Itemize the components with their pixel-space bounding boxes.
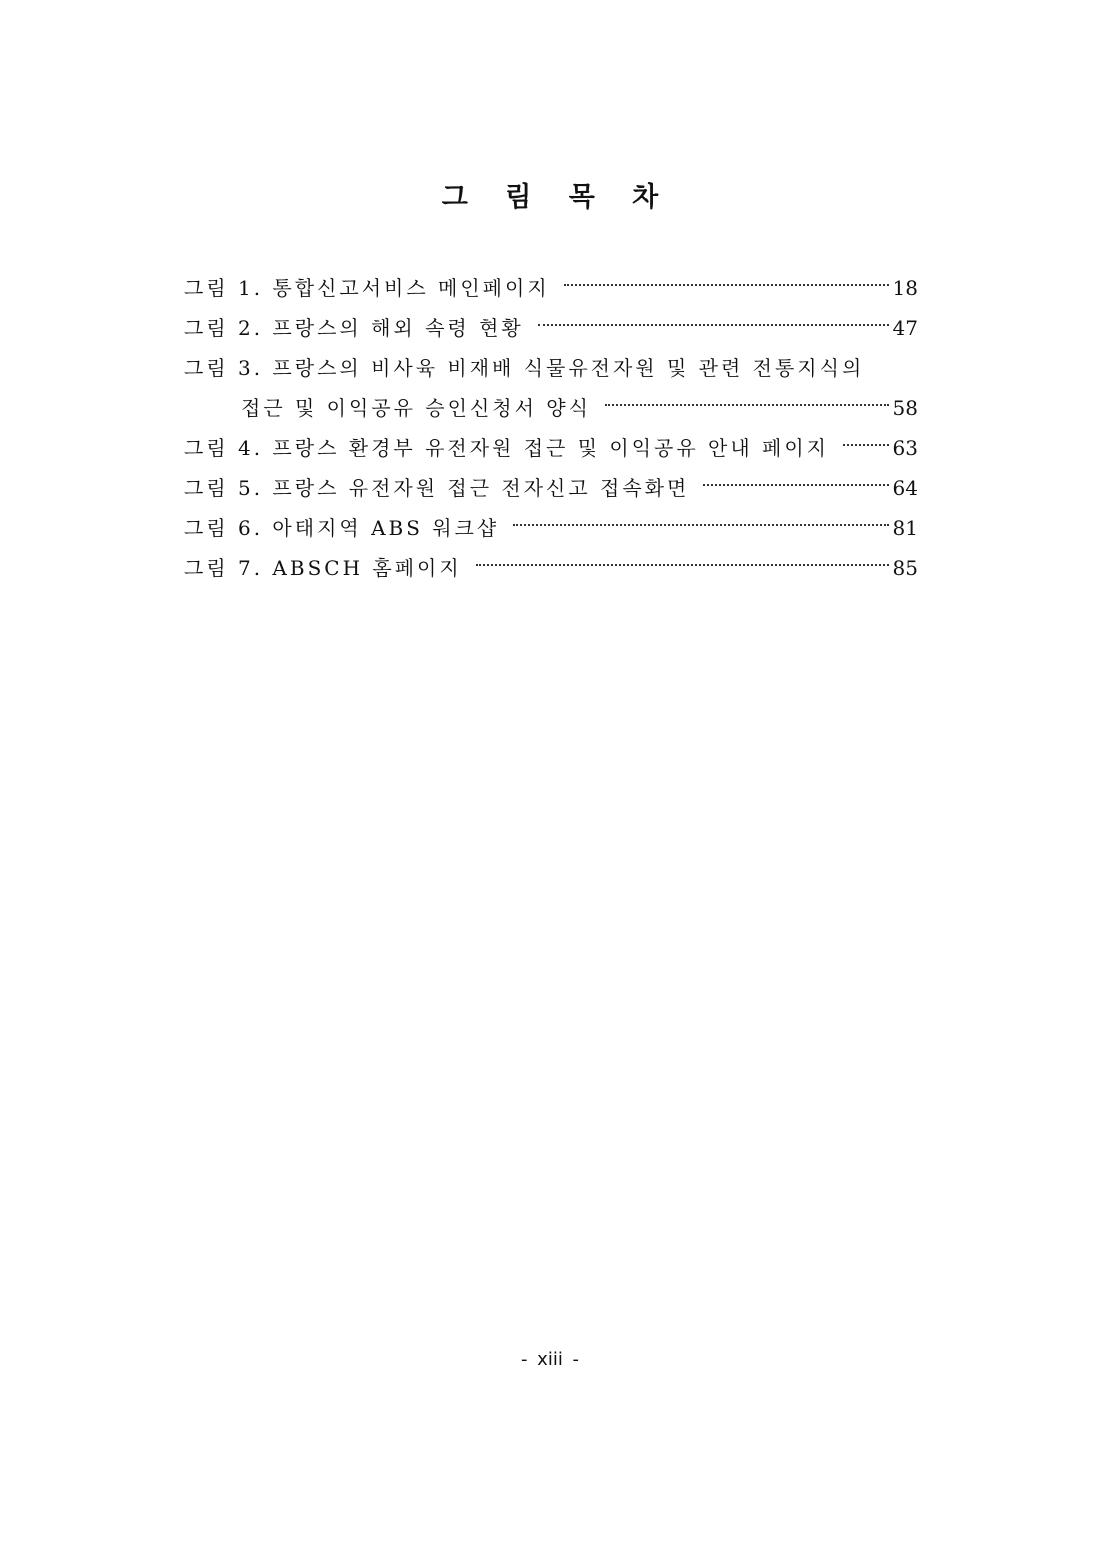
toc-entry-page: 18 — [892, 276, 918, 300]
toc-entry-page: 63 — [892, 436, 918, 460]
toc-entry-page: 81 — [892, 516, 918, 540]
toc-entry-page: 58 — [892, 396, 918, 420]
toc-entry-page: 85 — [892, 556, 918, 580]
toc-entry[interactable] — [184, 348, 918, 388]
dot-leader — [605, 404, 889, 406]
dot-leader — [538, 324, 889, 326]
toc-entry-label: 그림 4. 프랑스 환경부 유전자원 접근 및 이익공유 안내 페이지 — [184, 436, 829, 460]
page-title: 그 림 목 차 — [441, 182, 673, 213]
toc-entry[interactable] — [184, 268, 918, 308]
toc-entry-label: 그림 5. 프랑스 유전자원 접근 전자신고 접속화면 — [184, 476, 690, 500]
toc-entry[interactable] — [184, 308, 918, 348]
toc-entry-label-line1: 그림 3. 프랑스의 비사육 비재배 식물유전자원 및 관련 전통지식의 — [184, 356, 865, 380]
toc-entry-page: 64 — [892, 476, 918, 500]
dot-leader — [513, 524, 888, 526]
page-number: - xiii - — [520, 1349, 580, 1370]
toc-entry-label-line2: 접근 및 이익공유 승인신청서 양식 — [241, 396, 591, 420]
dot-leader — [843, 444, 889, 446]
toc-entry-page: 47 — [892, 316, 918, 340]
toc-entry-label: 그림 7. ABSCH 홈페이지 — [184, 556, 462, 580]
toc-entry[interactable] — [184, 468, 918, 508]
toc-entry-label: 그림 1. 통합신고서비스 메인페이지 — [184, 276, 550, 300]
dot-leader — [703, 484, 888, 486]
toc-entry[interactable] — [184, 508, 918, 548]
toc-entry[interactable] — [184, 428, 918, 468]
toc-entry-label: 그림 2. 프랑스의 해외 속령 현황 — [184, 316, 524, 340]
dot-leader — [564, 284, 889, 286]
toc-entry-label: 그림 6. 아태지역 ABS 워크샵 — [184, 516, 500, 540]
toc-entry-continuation[interactable] — [184, 388, 918, 428]
dot-leader — [476, 564, 889, 566]
figure-list — [184, 268, 918, 588]
toc-entry[interactable] — [184, 548, 918, 588]
